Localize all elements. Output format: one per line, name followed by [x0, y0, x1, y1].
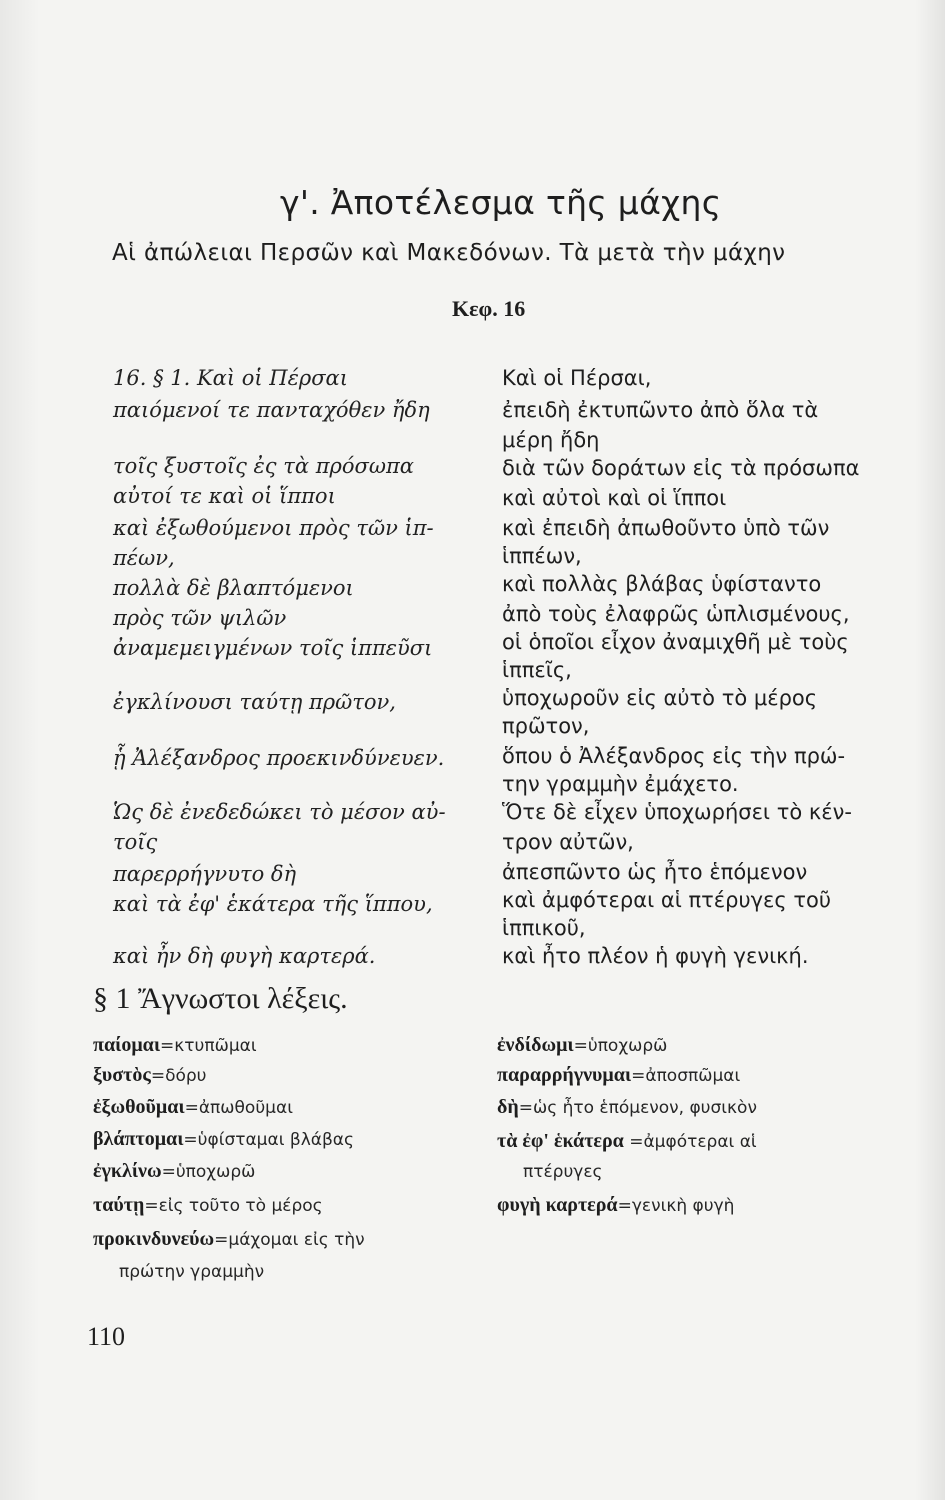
vocabulary-entry — [497, 1064, 740, 1087]
vocabulary-entry — [497, 1194, 734, 1217]
vocabulary-definition: =μάχομαι εἰς τὴν — [214, 1230, 365, 1250]
translation-line: Ὅτε δὲ εἶχεν ὑποχωρήσει τὸ κέν- — [502, 800, 852, 824]
vocabulary-entry-continued — [497, 1162, 603, 1182]
vocabulary-term: ἐξωθοῦμαι — [93, 1096, 185, 1118]
vocabulary-entry — [497, 1130, 757, 1153]
vocabulary-definition: =ὑφίσταμαι βλάβας — [183, 1130, 354, 1150]
translation-line: ἱππικοῦ, — [502, 916, 586, 940]
vocabulary-term: ἐγκλίνω — [93, 1160, 162, 1182]
vocabulary-definition: =κτυπῶμαι — [160, 1036, 257, 1056]
translation-line: καὶ αὐτοὶ καὶ οἱ ἵπποι — [502, 486, 727, 510]
vocabulary-entry — [93, 1034, 257, 1057]
vocabulary-definition: =εἰς τοῦτο τὸ μέρος — [144, 1196, 323, 1216]
vocabulary-entry — [93, 1096, 293, 1119]
original-line: 16. § 1. Καὶ οἱ Πέρσαι — [113, 366, 348, 390]
vocabulary-term: δὴ — [497, 1096, 519, 1118]
vocabulary-term: παραρρήγνυμαι — [497, 1064, 632, 1086]
vocabulary-definition: =ὑποχωρῶ — [161, 1162, 256, 1182]
original-line: παιόμενοί τε πανταχόθεν ἤδη — [113, 398, 430, 422]
original-line: παρερρήγνυτο δὴ — [113, 862, 297, 886]
original-line: πολλὰ δὲ βλαπτόμενοι — [113, 576, 354, 600]
section-subtitle: Αἱ ἀπώλειαι Περσῶν καὶ Μακεδόνων. Τὰ μετὰ τὴν μάχην — [112, 240, 786, 266]
translation-line: καὶ πολλὰς βλάβας ὑφίσταντο — [502, 572, 822, 596]
vocabulary-entry — [497, 1034, 667, 1057]
original-line: ᾗ Ἀλέξανδρος προεκινδύνευεν. — [113, 746, 445, 770]
vocabulary-entry — [93, 1064, 207, 1087]
original-line: τοῖς — [113, 830, 158, 854]
vocabulary-term: ξυστὸς — [93, 1064, 151, 1086]
translation-line: ἀπεσπῶντο ὡς ἦτο ἑπόμενον — [502, 860, 808, 884]
original-line: τοῖς ξυστοῖς ἐς τὰ πρόσωπα — [113, 454, 414, 478]
vocabulary-term: προκινδυνεύω — [93, 1228, 215, 1250]
original-line: αὐτοί τε καὶ οἱ ἵπποι — [113, 484, 336, 508]
vocabulary-definition: =γενικὴ φυγὴ — [617, 1196, 735, 1216]
vocabulary-entry — [93, 1194, 323, 1217]
vocabulary-definition: =δόρυ — [150, 1066, 207, 1086]
translation-line: καὶ ἀμφότεραι αἱ πτέρυγες τοῦ — [502, 888, 832, 912]
vocabulary-heading: § 1 Ἄγνωστοι λέξεις. — [93, 982, 348, 1015]
translation-line: ἀπὸ τοὺς ἐλαφρῶς ὡπλισμένους, — [502, 602, 850, 626]
translation-line: την γραμμὴν ἐμάχετο. — [502, 772, 739, 796]
page-number: 110 — [87, 1322, 126, 1351]
vocabulary-definition: =ὑποχωρῶ — [573, 1036, 668, 1056]
translation-line: ὑποχωροῦν εἰς αὐτὸ τὸ μέρος — [502, 686, 818, 710]
translation-line: ὅπου ὁ Ἀλέξανδρος εἰς τὴν πρώ- — [502, 744, 846, 768]
vocabulary-entry — [497, 1096, 757, 1119]
original-line: Ὡς δὲ ἐνεδεδώκει τὸ μέσον αὐ- — [113, 800, 446, 824]
original-line: ἀναμεμειγμένων τοῖς ἱππεῦσι — [113, 636, 433, 660]
translation-line: ἱππέων, — [502, 544, 582, 568]
original-line: καὶ ἦν δὴ φυγὴ καρτερά. — [113, 944, 376, 968]
vocabulary-entry — [93, 1128, 354, 1151]
translation-line: Καὶ οἱ Πέρσαι, — [502, 366, 652, 390]
translation-line: ἐπειδὴ ἐκτυπῶντο ἀπὸ ὅλα τὰ — [502, 398, 819, 422]
vocabulary-entry — [93, 1228, 365, 1251]
original-line: καὶ ἐξωθούμενοι πρὸς τῶν ἱπ- — [113, 516, 434, 540]
vocabulary-term: ἐνδίδωμι — [497, 1034, 574, 1056]
vocabulary-entry-continued — [93, 1262, 264, 1282]
vocabulary-definition: =ὡς ἦτο ἑπόμενον, φυσικὸν — [518, 1098, 757, 1118]
chapter-label: Κεφ. 16 — [452, 296, 526, 321]
vocabulary-term: βλάπτομαι — [93, 1128, 184, 1150]
vocabulary-definition: πτέρυγες — [523, 1162, 603, 1182]
vocabulary-definition: πρώτην γραμμὴν — [119, 1262, 265, 1282]
translation-line: μέρη ἤδη — [502, 428, 600, 452]
translation-line: οἱ ὁποῖοι εἶχον ἀναμιχθῆ μὲ τοὺς — [502, 630, 849, 654]
translation-line: πρῶτον, — [502, 714, 590, 738]
translation-line: καὶ ἐπειδὴ ἀπωθοῦντο ὑπὸ τῶν — [502, 516, 830, 540]
original-line: πέων, — [113, 546, 175, 570]
original-line: καὶ τὰ ἐφ' ἑκάτερα τῆς ἵππου, — [113, 892, 433, 916]
original-line: πρὸς τῶν ψιλῶν — [113, 606, 287, 630]
vocabulary-term: παίομαι — [93, 1034, 161, 1056]
vocabulary-definition: =ἀμφότεραι αἱ — [623, 1132, 757, 1152]
vocabulary-term: τὰ ἐφ' ἑκάτερα — [497, 1130, 624, 1152]
translation-line: τρον αὐτῶν, — [502, 830, 634, 854]
vocabulary-term: ταύτῃ — [93, 1194, 145, 1216]
translation-line: ἱππεῖς, — [502, 658, 572, 682]
vocabulary-definition: =ἀποσπῶμαι — [631, 1066, 741, 1086]
translation-line: καὶ ἦτο πλέον ἡ φυγὴ γενική. — [502, 944, 809, 968]
section-title: γ'. Ἀποτέλεσμα τῆς μάχης — [280, 183, 722, 222]
original-line: ἐγκλίνουσι ταύτῃ πρῶτον, — [113, 690, 396, 714]
vocabulary-definition: =ἀπωθοῦμαι — [184, 1098, 293, 1118]
vocabulary-term: φυγὴ καρτερά — [497, 1194, 618, 1216]
translation-line: διὰ τῶν δοράτων εἰς τὰ πρόσωπα — [502, 456, 860, 480]
vocabulary-entry — [93, 1160, 255, 1183]
